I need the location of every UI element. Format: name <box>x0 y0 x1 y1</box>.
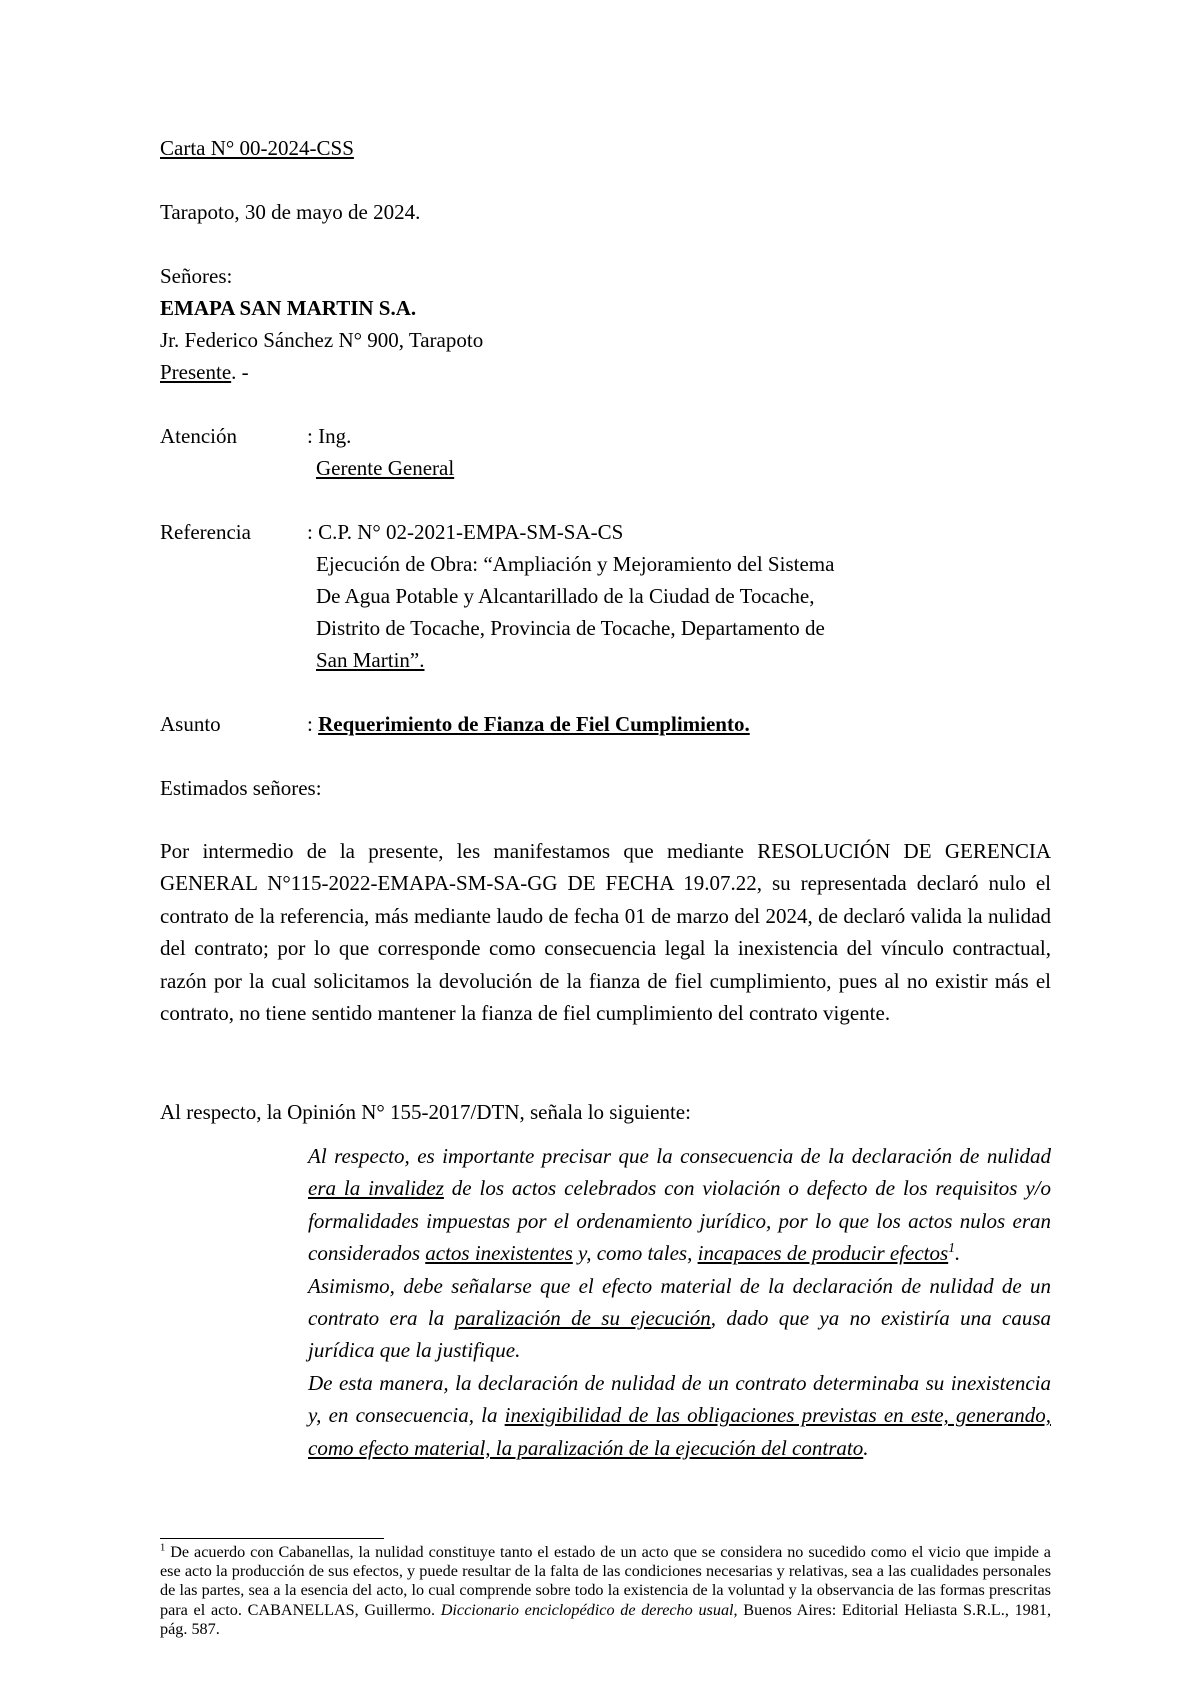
greeting: Estimados señores: <box>160 776 322 800</box>
quote-underlined: incapaces de producir efectos <box>697 1241 949 1266</box>
quote-text: . <box>863 1435 869 1460</box>
quote-text: Asimismo, debe señalarse que el efecto material de la declaración de nulidad de un contrato era la <box>308 1273 1051 1331</box>
quote-underlined: actos inexistentes <box>425 1241 573 1266</box>
presente-line <box>160 359 249 385</box>
footnote-book-title: Diccionario enciclopédico de derecho usual <box>440 1600 734 1619</box>
quote-text: Al respecto, es importante precisar que la consecuencia de la declaración de nulidad <box>308 1144 1051 1168</box>
quote-underlined: paralización de su ejecución <box>454 1306 711 1331</box>
salutation: Señores: <box>160 264 233 288</box>
recipient-company: EMAPA SAN MARTIN S.A. <box>160 296 417 320</box>
footnote-text: , Buenos Aires: Editorial Heliasta S.R.L., 1981, pág. 587. <box>160 1600 1051 1638</box>
quote-underlined: era la invalidez <box>308 1176 444 1201</box>
presente-suffix: . - <box>231 360 249 384</box>
reference-label: Referencia <box>160 520 251 544</box>
quote-paragraph-3 <box>308 1367 1051 1464</box>
quoted-opinion <box>308 1140 1051 1464</box>
reference-line-5: San Martin”. <box>316 648 425 672</box>
reference-line-4: Distrito de Tocache, Provincia de Tocache, Departamento de <box>316 616 825 640</box>
footnote-separator <box>160 1538 384 1539</box>
quote-text: y, como tales, <box>572 1241 698 1266</box>
place-date: Tarapoto, 30 de mayo de 2024. <box>160 200 421 224</box>
quote-paragraph-2 <box>308 1270 1051 1367</box>
subject-line <box>307 711 750 737</box>
reference-line-3: De Agua Potable y Alcantarillado de la Ciudad de Tocache, <box>316 584 815 608</box>
body-paragraph-1: Por intermedio de la presente, les manifestamos que mediante RESOLUCIÓN DE GERENCIA GENERAL N°115-2022-EMAPA-SM-SA-GG DE FECHA 19.07.22, su representada declaró nulo el contrato de la referencia, más mediante laudo de fecha 01 de marzo del 2024, de declaró valida la nulidad del contrato; por lo que corresponde como consecuencia legal la inexistencia del vínculo contractual, razón por la cual solicitamos la devolución de la fianza de fiel cumplimiento, pues al no existir más el contrato, no tiene sentido mantener la fianza de fiel cumplimiento del contrato vigente. <box>160 839 1051 1026</box>
quote-text: De esta manera, la declaración de nulidad de un contrato determinaba su inexistencia y, en consecuencia, la <box>308 1370 1051 1428</box>
reference-line-1: : C.P. N° 02-2021-EMPA-SM-SA-CS <box>307 520 624 544</box>
footnote <box>160 1543 1051 1639</box>
attention-label: Atención <box>160 424 237 448</box>
quote-text: , dado que ya no existiría una causa jurídica que la justifique. <box>308 1306 1051 1363</box>
letter-number: Carta N° 00-2024-CSS <box>160 136 354 160</box>
body-paragraph-2: Al respecto, la Opinión N° 155-2017/DTN, señala lo siguiente: <box>160 1100 691 1124</box>
subject-colon: : <box>307 712 319 736</box>
quote-paragraph-1 <box>308 1140 1051 1270</box>
attention-line-1: : Ing. <box>307 424 352 448</box>
subject-text: Requerimiento de Fianza de Fiel Cumplimiento. <box>318 712 750 736</box>
presente-word: Presente <box>160 360 232 384</box>
footnote-text: De acuerdo con Cabanellas, la nulidad constituye tanto el estado de un acto que se considera no sucedido como el vicio que impide a ese acto la producción de sus efectos, y puede resultar de la falta de las condiciones necesarias y relativas, sea a las cualidades personales de las partes, sea a la esencia del acto, lo cual comprende sobre todo la existencia de la voluntad y la observancia de las formas prescritas para el acto. CABANELLAS, Guillermo. <box>160 1543 1051 1619</box>
attention-line-2: Gerente General <box>316 456 455 480</box>
footnote-reference: 1 <box>948 1240 956 1256</box>
quote-text: . <box>955 1241 961 1266</box>
footnote-number: 1 <box>160 1542 166 1554</box>
subject-label: Asunto <box>160 712 221 736</box>
quote-text: de los actos celebrados con violación o defecto de los requisitos y/o formalidades impuestas por el ordenamiento jurídico, por lo que los actos nulos eran considerados <box>308 1176 1051 1266</box>
reference-line-2: Ejecución de Obra: “Ampliación y Mejoramiento del Sistema <box>316 552 835 576</box>
quote-underlined: inexigibilidad de las obligaciones previstas en este, generando, como efecto material, la paralización de la ejecución del contrato <box>308 1403 1051 1460</box>
recipient-address: Jr. Federico Sánchez N° 900, Tarapoto <box>160 328 484 352</box>
